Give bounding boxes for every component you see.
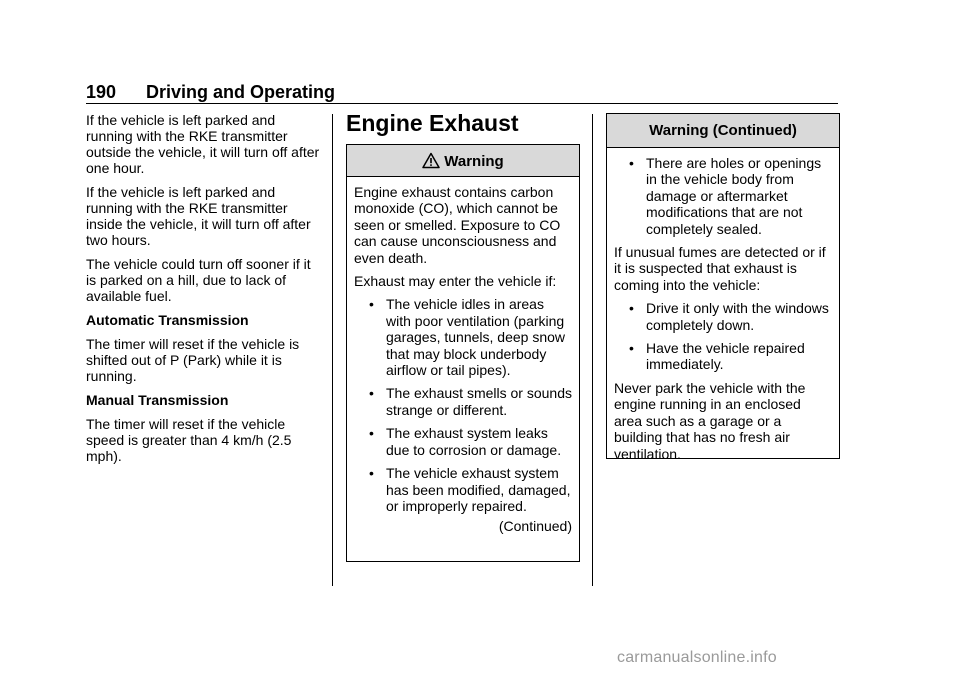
column-divider (332, 114, 333, 586)
warning-bullet-list (614, 155, 832, 237)
warning-paragraph: Engine exhaust contains carbon monoxide (CO), which cannot be seen or smelled. Exposure to CO can cause unconsciousness and even death. (354, 184, 561, 266)
warning-continued-body (607, 148, 839, 462)
warning-header (347, 145, 579, 177)
left-column (86, 112, 322, 472)
bullet-icon: • (369, 465, 374, 482)
column-divider (592, 114, 593, 586)
warning-triangle-icon (422, 152, 440, 169)
list-item: • The exhaust system leaks due to corrosion or damage. (369, 425, 562, 458)
warning-continued-box (606, 113, 840, 462)
warning-bullet-list (614, 300, 832, 373)
bullet-icon: • (629, 155, 634, 171)
paragraph: The vehicle could turn off sooner if it is parked on a hill, due to lack of available fuel. (86, 256, 311, 304)
paragraph: The timer will reset if the vehicle is shifted out of P (Park) while it is running. (86, 336, 300, 384)
watermark: carmanualsonline.info (617, 649, 777, 666)
warning-continued-header: Warning (Continued) (607, 114, 839, 148)
list-item: • Drive it only with the windows completely down. (629, 300, 829, 333)
list-item: • Have the vehicle repaired immediately. (629, 340, 805, 373)
warning-bullet-list (354, 296, 572, 514)
bullet-icon: • (629, 300, 634, 317)
warning-body (347, 177, 579, 535)
subheading-manual-transmission: Manual Transmission (86, 392, 229, 408)
bullet-icon: • (369, 425, 374, 442)
subheading-automatic-transmission: Automatic Transmission (86, 312, 249, 328)
list-item: • There are holes or openings in the vehicle body from damage or aftermarket modifications that are not completely sealed. (629, 155, 822, 237)
bullet-icon: • (369, 296, 374, 313)
warning-title: Warning (444, 153, 504, 170)
page-number: 190 (86, 82, 117, 102)
warning-paragraph: Never park the vehicle with the engine running in an enclosed area such as a garage or a building that has no fresh air ventilation. (614, 379, 806, 462)
engine-exhaust-heading: Engine Exhaust (346, 110, 519, 136)
bullet-icon: • (629, 340, 634, 357)
list-item: • The vehicle idles in areas with poor ventilation (parking garages, tunnels, deep snow that may block underbody airflow or tail pipes). (369, 296, 566, 379)
page-header (86, 82, 838, 104)
warning-paragraph: Exhaust may enter the vehicle if: (354, 273, 557, 290)
section-title-header: Driving and Operating (146, 82, 336, 102)
warning-paragraph: If unusual fumes are detected or if it is suspected that exhaust is coming into the vehicle: (614, 244, 826, 293)
paragraph: If the vehicle is left parked and running with the RKE transmitter inside the vehicle, it will turn off after two hours. (86, 184, 311, 248)
paragraph: The timer will reset if the vehicle speed is greater than 4 km/h (2.5 mph). (86, 416, 292, 464)
bullet-icon: • (369, 385, 374, 402)
warning-box (346, 144, 580, 562)
list-item: • The exhaust smells or sounds strange or different. (369, 385, 572, 418)
paragraph: If the vehicle is left parked and running with the RKE transmitter outside the vehicle, it will turn off after one hour. (86, 112, 320, 176)
list-item: • The vehicle exhaust system has been modified, damaged, or improperly repaired. (369, 465, 571, 514)
continued-label: (Continued) (498, 518, 572, 535)
